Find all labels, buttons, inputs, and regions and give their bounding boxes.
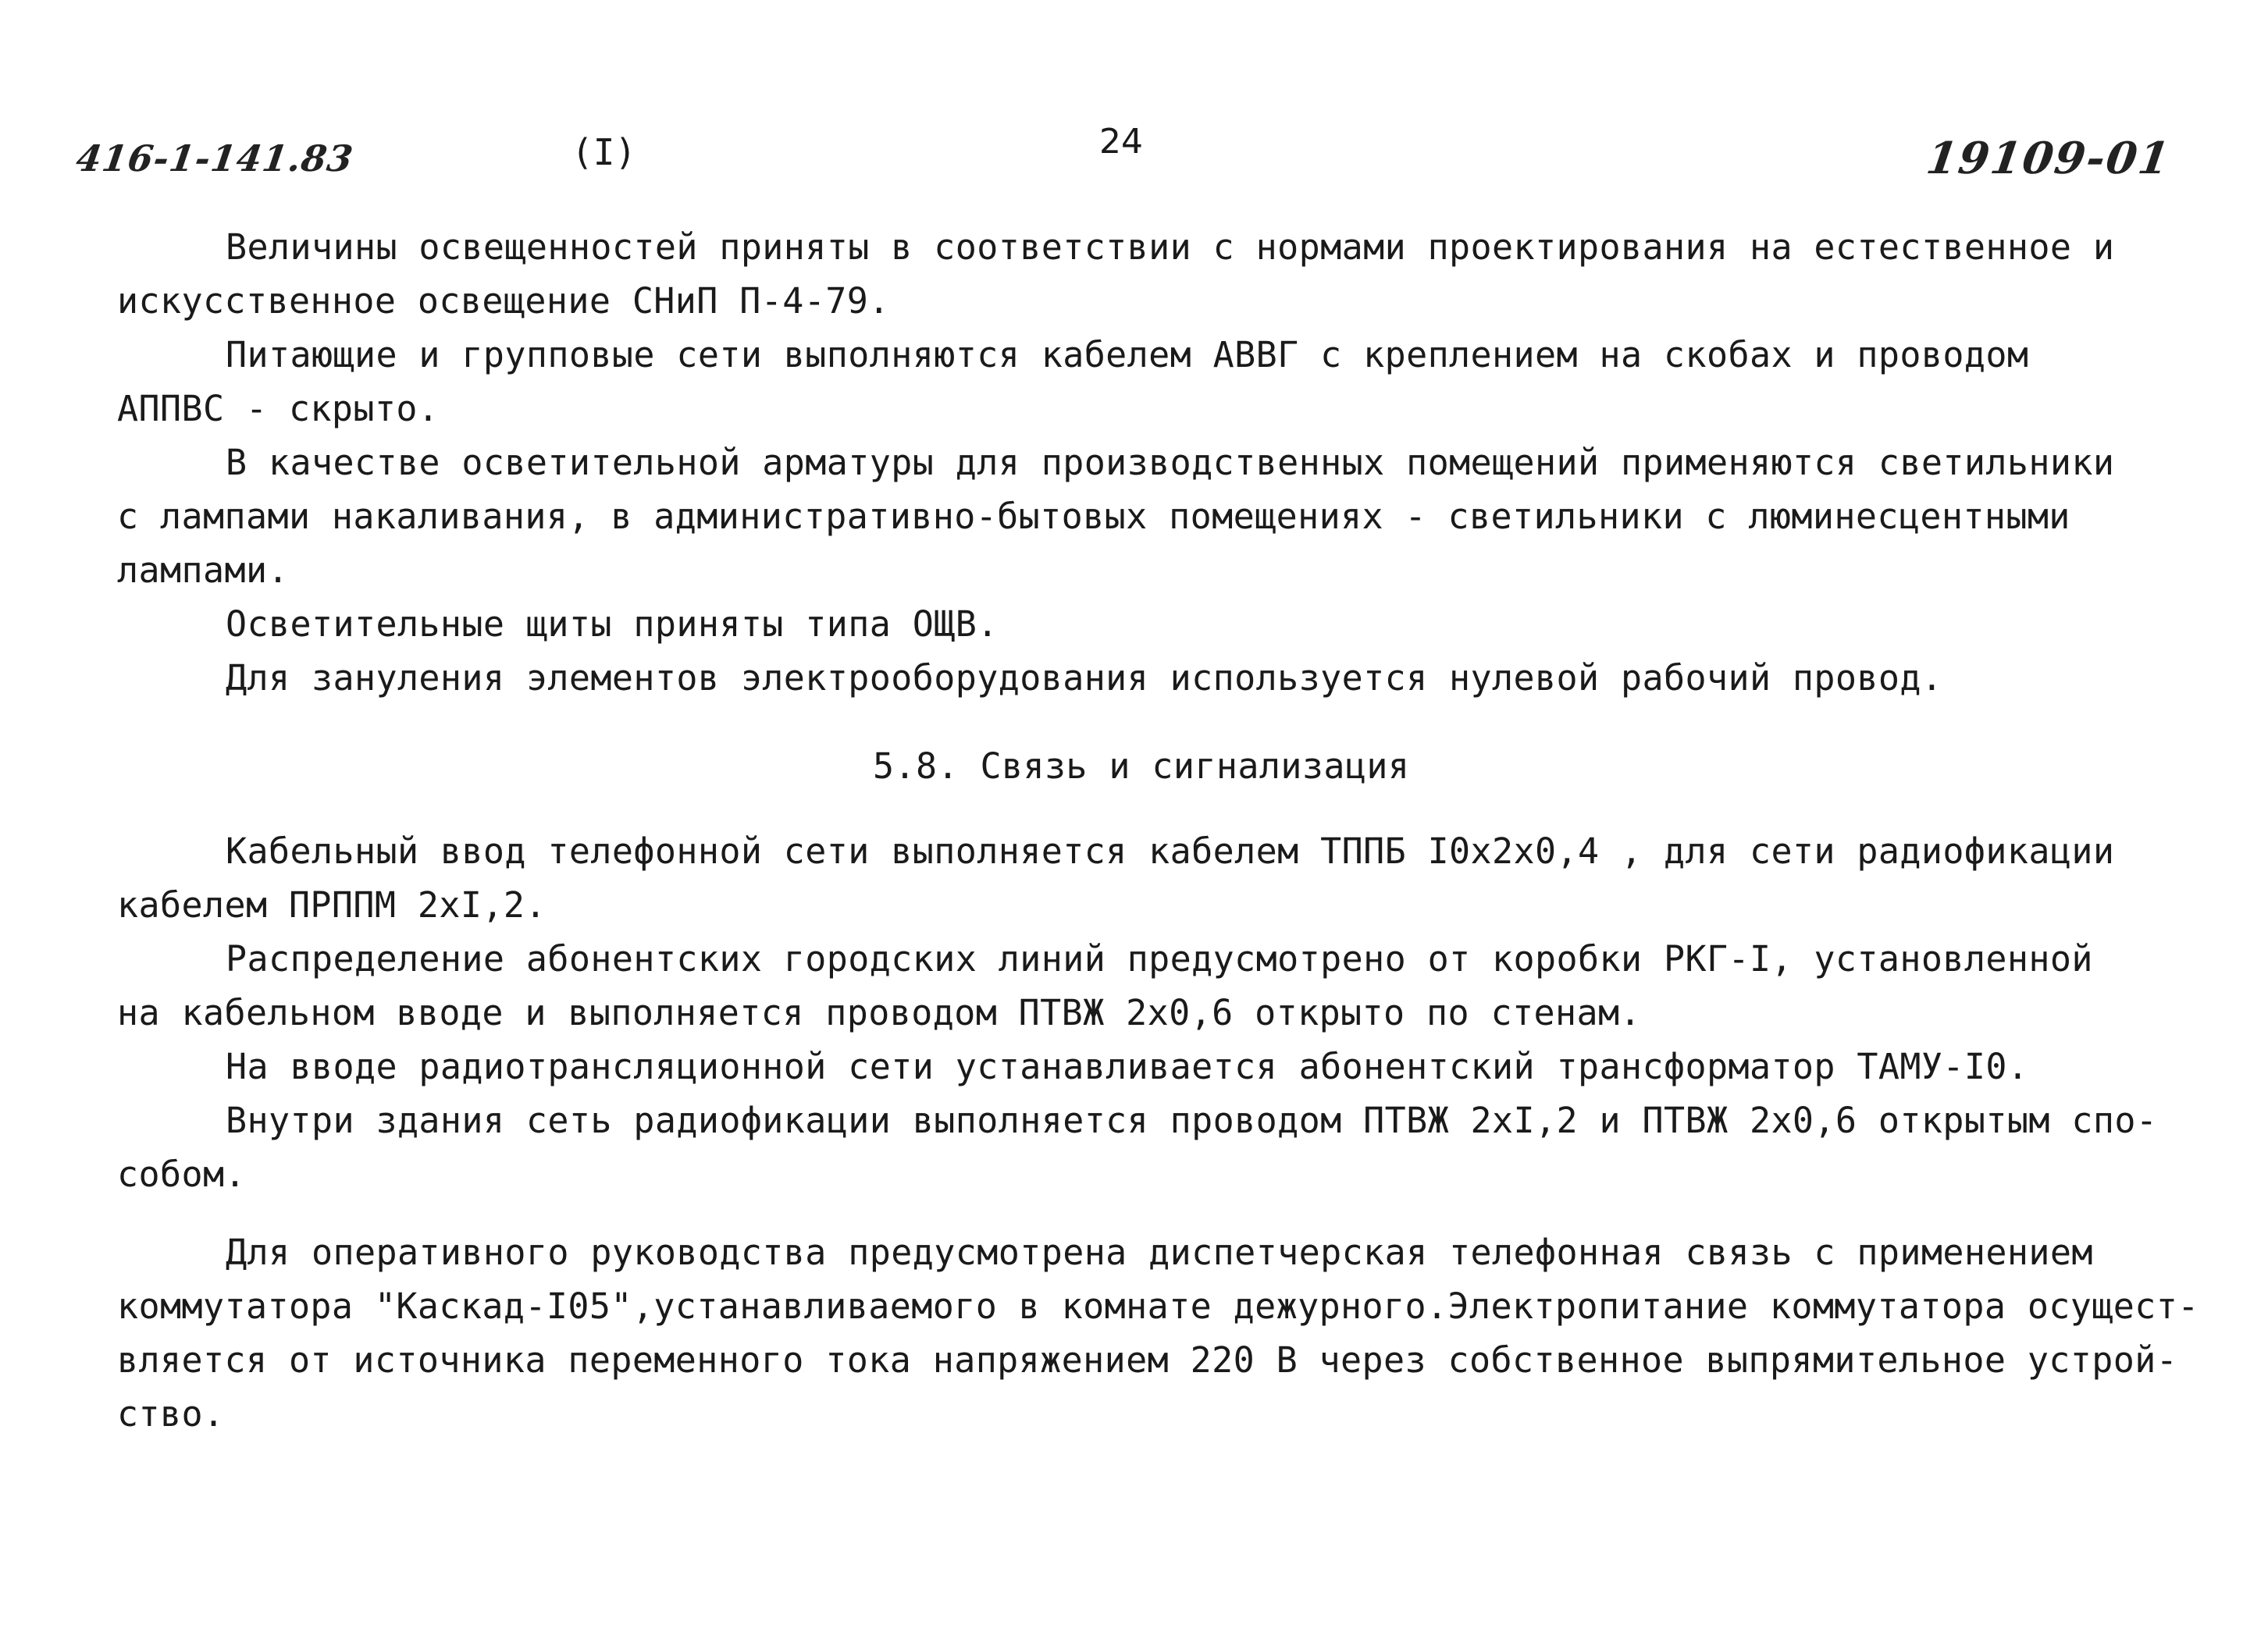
- text-line: кабелем ПРППМ 2xI,2.: [117, 884, 547, 926]
- page-number: 24: [1099, 122, 1143, 162]
- text-line: В качестве осветительной арматуры для производственных помещений применяются светильники: [226, 442, 2115, 483]
- text-line: Величины освещенностей приняты в соответствии с нормами проектирования на естественное и: [226, 226, 2115, 268]
- page-header: [0, 117, 2268, 187]
- text-line: коммутатора "Каскад-I05",устанавливаемого в комнате дежурного.Электропитание коммутатора осущест-: [117, 1286, 2199, 1327]
- text-line: На вводе радиотрансляционной сети устанавливается абонентский трансформатор ТАМУ-I0.: [226, 1046, 2029, 1087]
- text-line: лампами.: [117, 549, 289, 591]
- text-line: Кабельный ввод телефонной сети выполняется кабелем ТППБ I0x2x0,4 , для сети радиофикации: [226, 830, 2115, 872]
- document-code-handwritten: 416-1-141.83: [73, 137, 357, 180]
- text-line: Осветительные щиты приняты типа ОЩВ.: [226, 603, 999, 645]
- section-heading: 5.8. Связь и сигнализация: [873, 745, 1410, 787]
- text-line: АППВС - скрыто.: [117, 388, 440, 429]
- text-line: вляется от источника переменного тока напряжением 220 В через собственное выпрямительное устрой-: [117, 1339, 2178, 1381]
- text-line: на кабельном вводе и выполняется проводом ПТВЖ 2x0,6 открыто по стенам.: [117, 992, 1641, 1033]
- text-line: собом.: [117, 1154, 246, 1195]
- text-line: Распределение абонентских городских линий предусмотрено от коробки РКГ-I, установленной: [226, 938, 2093, 980]
- text-line: искусственное освещение СНиП П-4-79.: [117, 280, 890, 322]
- text-line: Для оперативного руководства предусмотрена диспетчерская телефонная связь с применением: [226, 1232, 2093, 1273]
- text-line: Внутри здания сеть радиофикации выполняется проводом ПТВЖ 2xI,2 и ПТВЖ 2x0,6 открытым спо-: [226, 1100, 2158, 1141]
- text-line: Для зануления элементов электрооборудования используется нулевой рабочий провод.: [226, 657, 1943, 699]
- album-number: (I): [571, 131, 637, 173]
- text-line: с лампами накаливания, в административно-бытовых помещениях - светильники с люминесцентными: [117, 496, 2070, 537]
- archive-number-handwritten: 19109-01: [1923, 133, 2174, 184]
- text-line: Питающие и групповые сети выполняются кабелем АВВГ с креплением на скобах и проводом: [226, 334, 2029, 375]
- text-line: ство.: [117, 1393, 225, 1435]
